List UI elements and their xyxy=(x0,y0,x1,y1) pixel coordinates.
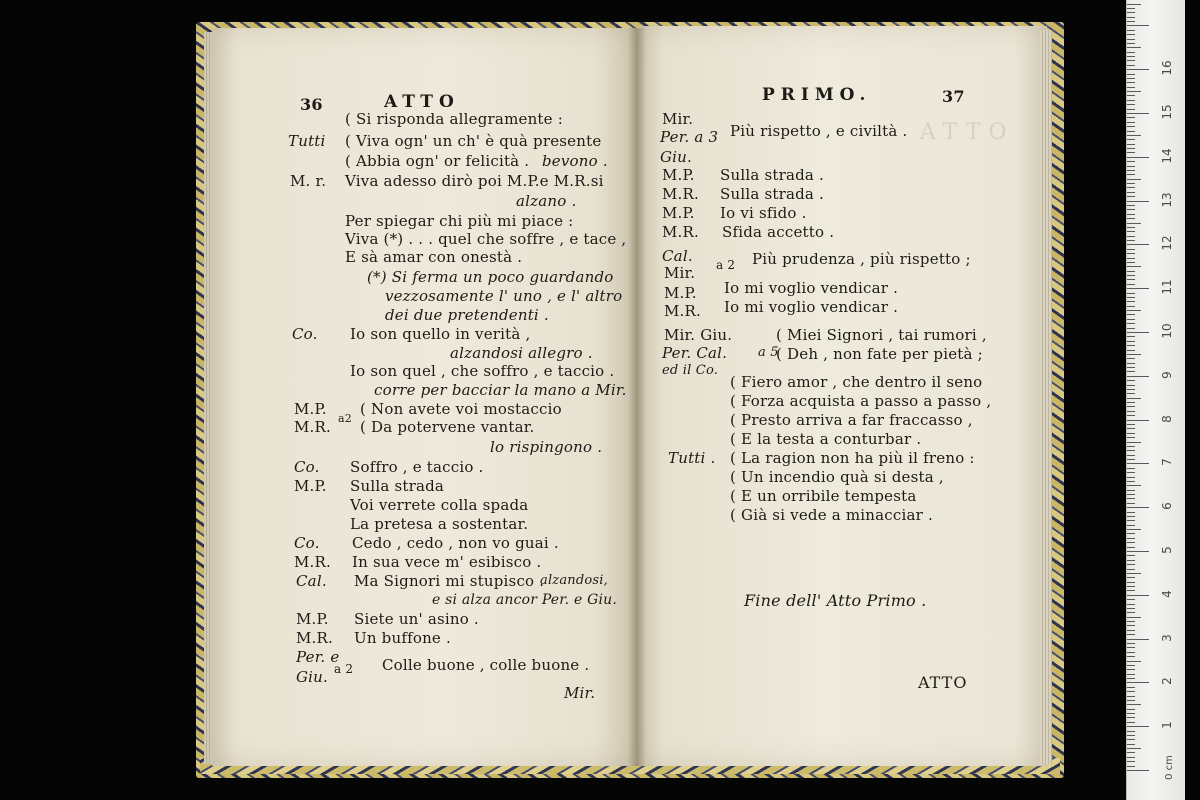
ruler-number: 8 xyxy=(1160,414,1174,423)
ruler-number: 10 xyxy=(1160,323,1174,339)
ruler-tick xyxy=(1127,599,1135,600)
ruler-tick xyxy=(1127,494,1135,495)
ruler-tick xyxy=(1127,748,1141,749)
text-line: Ma Signori mi stupisco . xyxy=(354,572,545,590)
speaker-label: M.R. xyxy=(662,223,699,241)
ruler-tick xyxy=(1127,310,1141,311)
ruler-number: 3 xyxy=(1160,633,1174,642)
ruler-tick xyxy=(1127,634,1135,635)
text-line: Io vi sfido . xyxy=(720,204,807,222)
text-line: Viva adesso dirò poi M.P.e M.R.si xyxy=(345,172,604,190)
ruler-tick xyxy=(1127,100,1135,101)
ruler-tick xyxy=(1127,621,1135,622)
ruler-number: 5 xyxy=(1160,546,1174,554)
stage-direction: alzandosi, xyxy=(540,573,608,588)
ruler-tick xyxy=(1127,503,1135,504)
ruler-tick xyxy=(1127,752,1135,753)
a5-mark: a 5 xyxy=(758,345,779,360)
ruler-tick xyxy=(1127,661,1141,662)
stage-direction: alzano . xyxy=(516,192,577,210)
ruler-tick xyxy=(1127,757,1135,758)
ruler-tick xyxy=(1127,411,1135,412)
ruler-tick xyxy=(1127,345,1135,346)
text-line: ( Già si vede a minacciar . xyxy=(730,506,933,524)
ruler-tick xyxy=(1127,297,1135,298)
speaker-label: Co. xyxy=(294,458,320,476)
text-line: ( Da potervene vantar. xyxy=(360,418,535,436)
ruler-tick xyxy=(1127,468,1135,469)
ruler-tick xyxy=(1127,398,1141,399)
ruler-tick xyxy=(1127,722,1135,723)
speaker-label: ed il Co. xyxy=(662,363,719,378)
ruler-tick xyxy=(1127,135,1141,136)
speaker-label: Per. a 3 xyxy=(660,128,719,146)
ruler-tick xyxy=(1127,336,1135,337)
stage-direction: dei due pretendenti . xyxy=(385,306,549,324)
ruler-tick xyxy=(1127,227,1135,228)
stage-direction: alzandosi allegro . xyxy=(450,344,593,362)
text-line: ( Miei Signori , tai rumori , xyxy=(776,326,987,344)
text-line: In sua vece m' esibisco . xyxy=(352,553,542,571)
ruler-tick xyxy=(1127,608,1135,609)
text-line: Io mi voglio vendicar . xyxy=(724,279,899,297)
ruler-number: 16 xyxy=(1160,60,1174,76)
stage-direction: bevono . xyxy=(542,152,608,170)
speaker-label: M.P. xyxy=(662,204,695,222)
ruler-tick xyxy=(1127,209,1135,210)
ruler-tick xyxy=(1127,231,1135,232)
speaker-label: M.R. xyxy=(664,302,701,320)
text-line: Un buffone . xyxy=(354,629,451,647)
stage-direction: corre per bacciar la mano a Mir. xyxy=(374,381,627,399)
ruler-tick xyxy=(1127,586,1135,587)
ruler-tick xyxy=(1127,424,1135,425)
ruler-tick xyxy=(1127,236,1135,237)
ruler-number: 1 xyxy=(1160,721,1174,730)
ruler-tick xyxy=(1127,244,1149,245)
text-line: ( Non avete voi mostaccio xyxy=(360,400,562,418)
page-edges-right xyxy=(1040,30,1052,764)
ruler-tick xyxy=(1127,17,1135,18)
ruler-tick xyxy=(1127,590,1135,591)
text-line: ( Forza acquista a passo a passo , xyxy=(730,392,992,410)
ruler-tick xyxy=(1127,87,1135,88)
ruler-tick xyxy=(1127,293,1135,294)
speaker-label: M. r. xyxy=(290,172,327,190)
speaker-label: M.P. xyxy=(662,166,695,184)
ruler-tick xyxy=(1127,639,1149,640)
ruler-number: 15 xyxy=(1160,104,1174,120)
text-line: ( E un orribile tempesta xyxy=(730,487,917,505)
ruler-tick xyxy=(1127,643,1135,644)
ruler-tick xyxy=(1127,152,1135,153)
ruler-tick xyxy=(1127,612,1135,613)
speaker-label: M.P. xyxy=(294,400,327,418)
speaker-label: M.R. xyxy=(294,418,331,436)
ruler-tick xyxy=(1127,314,1135,315)
ruler-tick xyxy=(1127,214,1135,215)
ruler-tick xyxy=(1127,47,1141,48)
ruler-tick xyxy=(1127,166,1135,167)
ruler-number: 9 xyxy=(1160,370,1174,379)
ruler-tick xyxy=(1127,731,1135,732)
ruler-tick xyxy=(1127,196,1135,197)
speaker-label: M.R. xyxy=(662,185,699,203)
right-page-number: 37 xyxy=(942,87,965,106)
ruler-tick xyxy=(1127,332,1149,333)
ruler-tick xyxy=(1127,91,1141,92)
ruler-tick xyxy=(1127,205,1135,206)
ruler-tick xyxy=(1127,78,1135,79)
ruler-tick xyxy=(1127,258,1135,259)
ruler-tick xyxy=(1127,485,1141,486)
ruler-tick xyxy=(1127,376,1149,377)
measurement-ruler xyxy=(1126,0,1185,800)
text-line: E sà amar con onestà . xyxy=(345,248,523,266)
ruler-tick xyxy=(1127,551,1149,552)
ruler-tick xyxy=(1127,95,1135,96)
ruler-tick xyxy=(1127,477,1135,478)
ruler-tick xyxy=(1127,463,1149,464)
speaker-label: Mir. xyxy=(662,110,694,128)
ruler-tick xyxy=(1127,459,1135,460)
speaker-label: Mir. Giu. xyxy=(664,326,733,344)
ruler-tick xyxy=(1127,69,1149,70)
ruler-unit-label: 0 cm xyxy=(1163,755,1175,780)
ruler-tick xyxy=(1127,490,1135,491)
ruler-tick xyxy=(1127,30,1135,31)
ruler-tick xyxy=(1127,704,1141,705)
speaker-label: M.P. xyxy=(294,477,327,495)
ruler-tick xyxy=(1127,604,1135,605)
ruler-tick xyxy=(1127,201,1149,202)
ruler-tick xyxy=(1127,525,1135,526)
ruler-tick xyxy=(1127,104,1135,105)
ruler-tick xyxy=(1127,21,1135,22)
ruler-tick xyxy=(1127,82,1135,83)
speaker-label: M.P. xyxy=(664,284,697,302)
stage-direction: lo rispingono . xyxy=(490,438,603,456)
text-line: ( Viva ogn' un ch' è quà presente xyxy=(345,132,602,150)
ruler-tick xyxy=(1127,582,1135,583)
ruler-tick xyxy=(1127,687,1135,688)
ruler-tick xyxy=(1127,735,1135,736)
ruler-tick xyxy=(1127,354,1141,355)
left-page-number: 36 xyxy=(300,95,323,114)
ruler-tick xyxy=(1127,696,1135,697)
ruler-tick xyxy=(1127,709,1135,710)
ruler-tick xyxy=(1127,455,1135,456)
ruler-tick xyxy=(1127,555,1135,556)
left-page-header: ATTO xyxy=(384,92,460,112)
stage-direction: e si alza ancor Per. e Giu. xyxy=(432,592,618,608)
ruler-tick xyxy=(1127,682,1149,683)
ruler-number: 14 xyxy=(1160,148,1174,164)
ruler-tick xyxy=(1127,350,1135,351)
ruler-tick xyxy=(1127,192,1135,193)
catchword: ATTO xyxy=(918,673,968,692)
ruler-tick xyxy=(1127,371,1135,372)
ruler-tick xyxy=(1127,367,1135,368)
text-line: Più prudenza , più rispetto ; xyxy=(752,250,971,268)
text-line: Colle buone , colle buone . xyxy=(382,656,590,674)
ruler-number: 13 xyxy=(1160,191,1174,208)
text-line: Io son quel , che soffro , e taccio . xyxy=(350,362,615,380)
ruler-tick xyxy=(1127,65,1135,66)
ruler-tick xyxy=(1127,319,1135,320)
ruler-tick xyxy=(1127,766,1135,767)
text-line: Soffro , e taccio . xyxy=(350,458,484,476)
ruler-tick xyxy=(1127,253,1135,254)
ruler-tick xyxy=(1127,520,1135,521)
ruler-tick xyxy=(1127,674,1135,675)
ruler-tick xyxy=(1127,481,1135,482)
ruler-tick xyxy=(1127,389,1135,390)
ruler-tick xyxy=(1127,301,1135,302)
ruler-tick xyxy=(1127,770,1149,771)
end-note: Fine dell' Atto Primo . xyxy=(744,591,927,610)
ruler-tick xyxy=(1127,516,1135,517)
ruler-tick xyxy=(1127,617,1141,618)
ruler-number: 2 xyxy=(1160,677,1174,686)
ruler-number: 6 xyxy=(1160,502,1174,511)
text-line: Sulla strada xyxy=(350,477,445,495)
text-line: Io mi voglio vendicar . xyxy=(724,298,899,316)
ruler-tick xyxy=(1127,271,1135,272)
speaker-label: Per. e xyxy=(296,648,340,666)
ruler-tick xyxy=(1127,218,1135,219)
speaker-label: Cal. xyxy=(662,247,693,265)
text-line: ( La ragion non ha più il freno : xyxy=(730,449,975,467)
ruler-tick xyxy=(1127,713,1135,714)
speaker-label: Cal. xyxy=(296,572,327,590)
ruler-tick xyxy=(1127,446,1135,447)
ruler-tick xyxy=(1127,170,1135,171)
ruler-tick xyxy=(1127,113,1149,114)
ruler-tick xyxy=(1127,109,1135,110)
ruler-tick xyxy=(1127,34,1135,35)
ruler-tick xyxy=(1127,569,1135,570)
ruler-number: 7 xyxy=(1160,458,1174,467)
ruler-tick xyxy=(1127,717,1135,718)
ruler-tick xyxy=(1127,761,1135,762)
text-line: Voi verrete colla spada xyxy=(350,496,529,514)
text-line: Sfida accetto . xyxy=(722,223,835,241)
text-line: ( Fiero amor , che dentro il seno xyxy=(730,373,983,391)
stage-direction: (*) Si ferma un poco guardando xyxy=(367,268,614,286)
ruler-tick xyxy=(1127,726,1149,727)
ruler-tick xyxy=(1127,385,1135,386)
ruler-tick xyxy=(1127,498,1135,499)
ruler-tick xyxy=(1127,380,1135,381)
ruler-tick xyxy=(1127,529,1141,530)
ruler-tick xyxy=(1127,542,1135,543)
ruler-tick xyxy=(1127,363,1135,364)
ruler-tick xyxy=(1127,284,1135,285)
book-gutter xyxy=(628,28,646,766)
ruler-tick xyxy=(1127,402,1135,403)
text-line: ( Presto arriva a far fraccasso , xyxy=(730,411,973,429)
ruler-tick xyxy=(1127,442,1141,443)
ruler-tick xyxy=(1127,691,1135,692)
text-line: Per spiegar chi più mi piace : xyxy=(345,212,574,230)
ruler-tick xyxy=(1127,630,1135,631)
ruler-tick xyxy=(1127,533,1135,534)
ruler-tick xyxy=(1127,564,1135,565)
ruler-tick xyxy=(1127,60,1135,61)
a2-mark: a 2 xyxy=(334,662,354,676)
ruler-tick xyxy=(1127,126,1135,127)
ruler-tick xyxy=(1127,573,1141,574)
ruler-tick xyxy=(1127,420,1149,421)
text-line: ( Si risponda allegramente : xyxy=(345,110,563,128)
ruler-tick xyxy=(1127,275,1135,276)
speaker-label: Per. Cal. xyxy=(662,344,728,362)
ruler-tick xyxy=(1127,43,1135,44)
speaker-label: M.R. xyxy=(296,629,333,647)
show-through-text: ATTO xyxy=(920,120,1015,145)
ruler-tick xyxy=(1127,117,1135,118)
stage-direction: vezzosamente l' uno , e l' altro xyxy=(385,287,623,305)
text-line: Sulla strada . xyxy=(720,166,824,184)
text-line: ( Abbia ogn' or felicità . xyxy=(345,152,530,170)
ruler-tick xyxy=(1127,656,1135,657)
speaker-label: Mir. xyxy=(664,264,696,282)
text-line: Io son quello in verità , xyxy=(350,325,531,343)
text-line: ( E la testa a conturbar . xyxy=(730,430,922,448)
ruler-tick xyxy=(1127,161,1135,162)
ruler-tick xyxy=(1127,56,1135,57)
speaker-label: Co. xyxy=(292,325,318,343)
speaker-label: Giu. xyxy=(296,668,329,686)
ruler-tick xyxy=(1127,25,1149,26)
ruler-tick xyxy=(1127,512,1135,513)
ruler-tick xyxy=(1127,669,1135,670)
ruler-tick xyxy=(1127,428,1135,429)
ruler-tick xyxy=(1127,262,1135,263)
a2-mark: a2 xyxy=(338,412,352,425)
right-page-header: PRIMO. xyxy=(762,85,872,105)
ruler-tick xyxy=(1127,187,1135,188)
ruler-tick xyxy=(1127,139,1135,140)
ruler-tick xyxy=(1127,472,1135,473)
ruler-tick xyxy=(1127,328,1135,329)
speaker-label: Tutti xyxy=(288,132,326,150)
ruler-tick xyxy=(1127,179,1141,180)
ruler-tick xyxy=(1127,122,1135,123)
ruler-tick xyxy=(1127,665,1135,666)
ruler-tick xyxy=(1127,240,1135,241)
speaker-label: M.P. xyxy=(296,610,329,628)
ruler-tick xyxy=(1127,157,1149,158)
ruler-tick xyxy=(1127,577,1135,578)
ruler-tick xyxy=(1127,323,1135,324)
ruler-tick xyxy=(1127,625,1135,626)
text-line: ( Un incendio quà si desta , xyxy=(730,468,944,486)
text-line: Sulla strada . xyxy=(720,185,824,203)
ruler-tick xyxy=(1127,595,1149,596)
ruler-tick xyxy=(1127,39,1135,40)
ruler-tick xyxy=(1127,560,1135,561)
ruler-tick xyxy=(1127,249,1135,250)
ruler-tick xyxy=(1127,678,1135,679)
ruler-tick xyxy=(1127,547,1135,548)
ruler-tick xyxy=(1127,507,1149,508)
catchword: Mir. xyxy=(564,684,596,702)
text-line: Più rispetto , e civiltà . xyxy=(730,122,908,140)
ruler-tick xyxy=(1127,174,1135,175)
ruler-tick xyxy=(1127,450,1135,451)
ruler-tick xyxy=(1127,279,1135,280)
ruler-tick xyxy=(1127,700,1135,701)
ruler-tick xyxy=(1127,358,1135,359)
ruler-tick xyxy=(1127,12,1135,13)
ruler-tick xyxy=(1127,538,1135,539)
ruler-tick xyxy=(1127,52,1135,53)
speaker-label: M.R. xyxy=(294,553,331,571)
ruler-tick xyxy=(1127,266,1141,267)
ruler-tick xyxy=(1127,131,1135,132)
text-line: Siete un' asino . xyxy=(354,610,479,628)
a2-mark: a 2 xyxy=(716,258,736,272)
ruler-tick xyxy=(1127,433,1135,434)
ruler-tick xyxy=(1127,406,1135,407)
ruler-tick xyxy=(1127,341,1135,342)
ruler-tick xyxy=(1127,739,1135,740)
ruler-tick xyxy=(1127,647,1135,648)
ruler-tick xyxy=(1127,437,1135,438)
speaker-label: Giu. xyxy=(660,148,693,166)
ruler-tick xyxy=(1127,74,1135,75)
ruler-tick xyxy=(1127,8,1135,9)
ruler-tick xyxy=(1127,415,1135,416)
ruler-tick xyxy=(1127,4,1141,5)
text-line: ( Deh , non fate per pietà ; xyxy=(776,345,983,363)
ruler-tick xyxy=(1127,183,1135,184)
text-line: Cedo , cedo , non vo guai . xyxy=(352,534,559,552)
ruler-tick xyxy=(1127,148,1135,149)
ruler-number: 12 xyxy=(1160,235,1174,252)
ruler-number: 4 xyxy=(1160,589,1174,598)
ruler-tick xyxy=(1127,306,1135,307)
speaker-label: Co. xyxy=(294,534,320,552)
speaker-label: Tutti . xyxy=(668,449,716,467)
ruler-tick xyxy=(1127,288,1149,289)
ruler-tick xyxy=(1127,652,1135,653)
ruler-number: 11 xyxy=(1160,279,1174,295)
ruler-tick xyxy=(1127,223,1141,224)
text-line: Viva (*) . . . quel che soffre , e tace , xyxy=(345,230,627,248)
ruler-tick xyxy=(1127,393,1135,394)
ruler-tick xyxy=(1127,744,1135,745)
text-line: La pretesa a sostentar. xyxy=(350,515,529,533)
ruler-tick xyxy=(1127,144,1135,145)
